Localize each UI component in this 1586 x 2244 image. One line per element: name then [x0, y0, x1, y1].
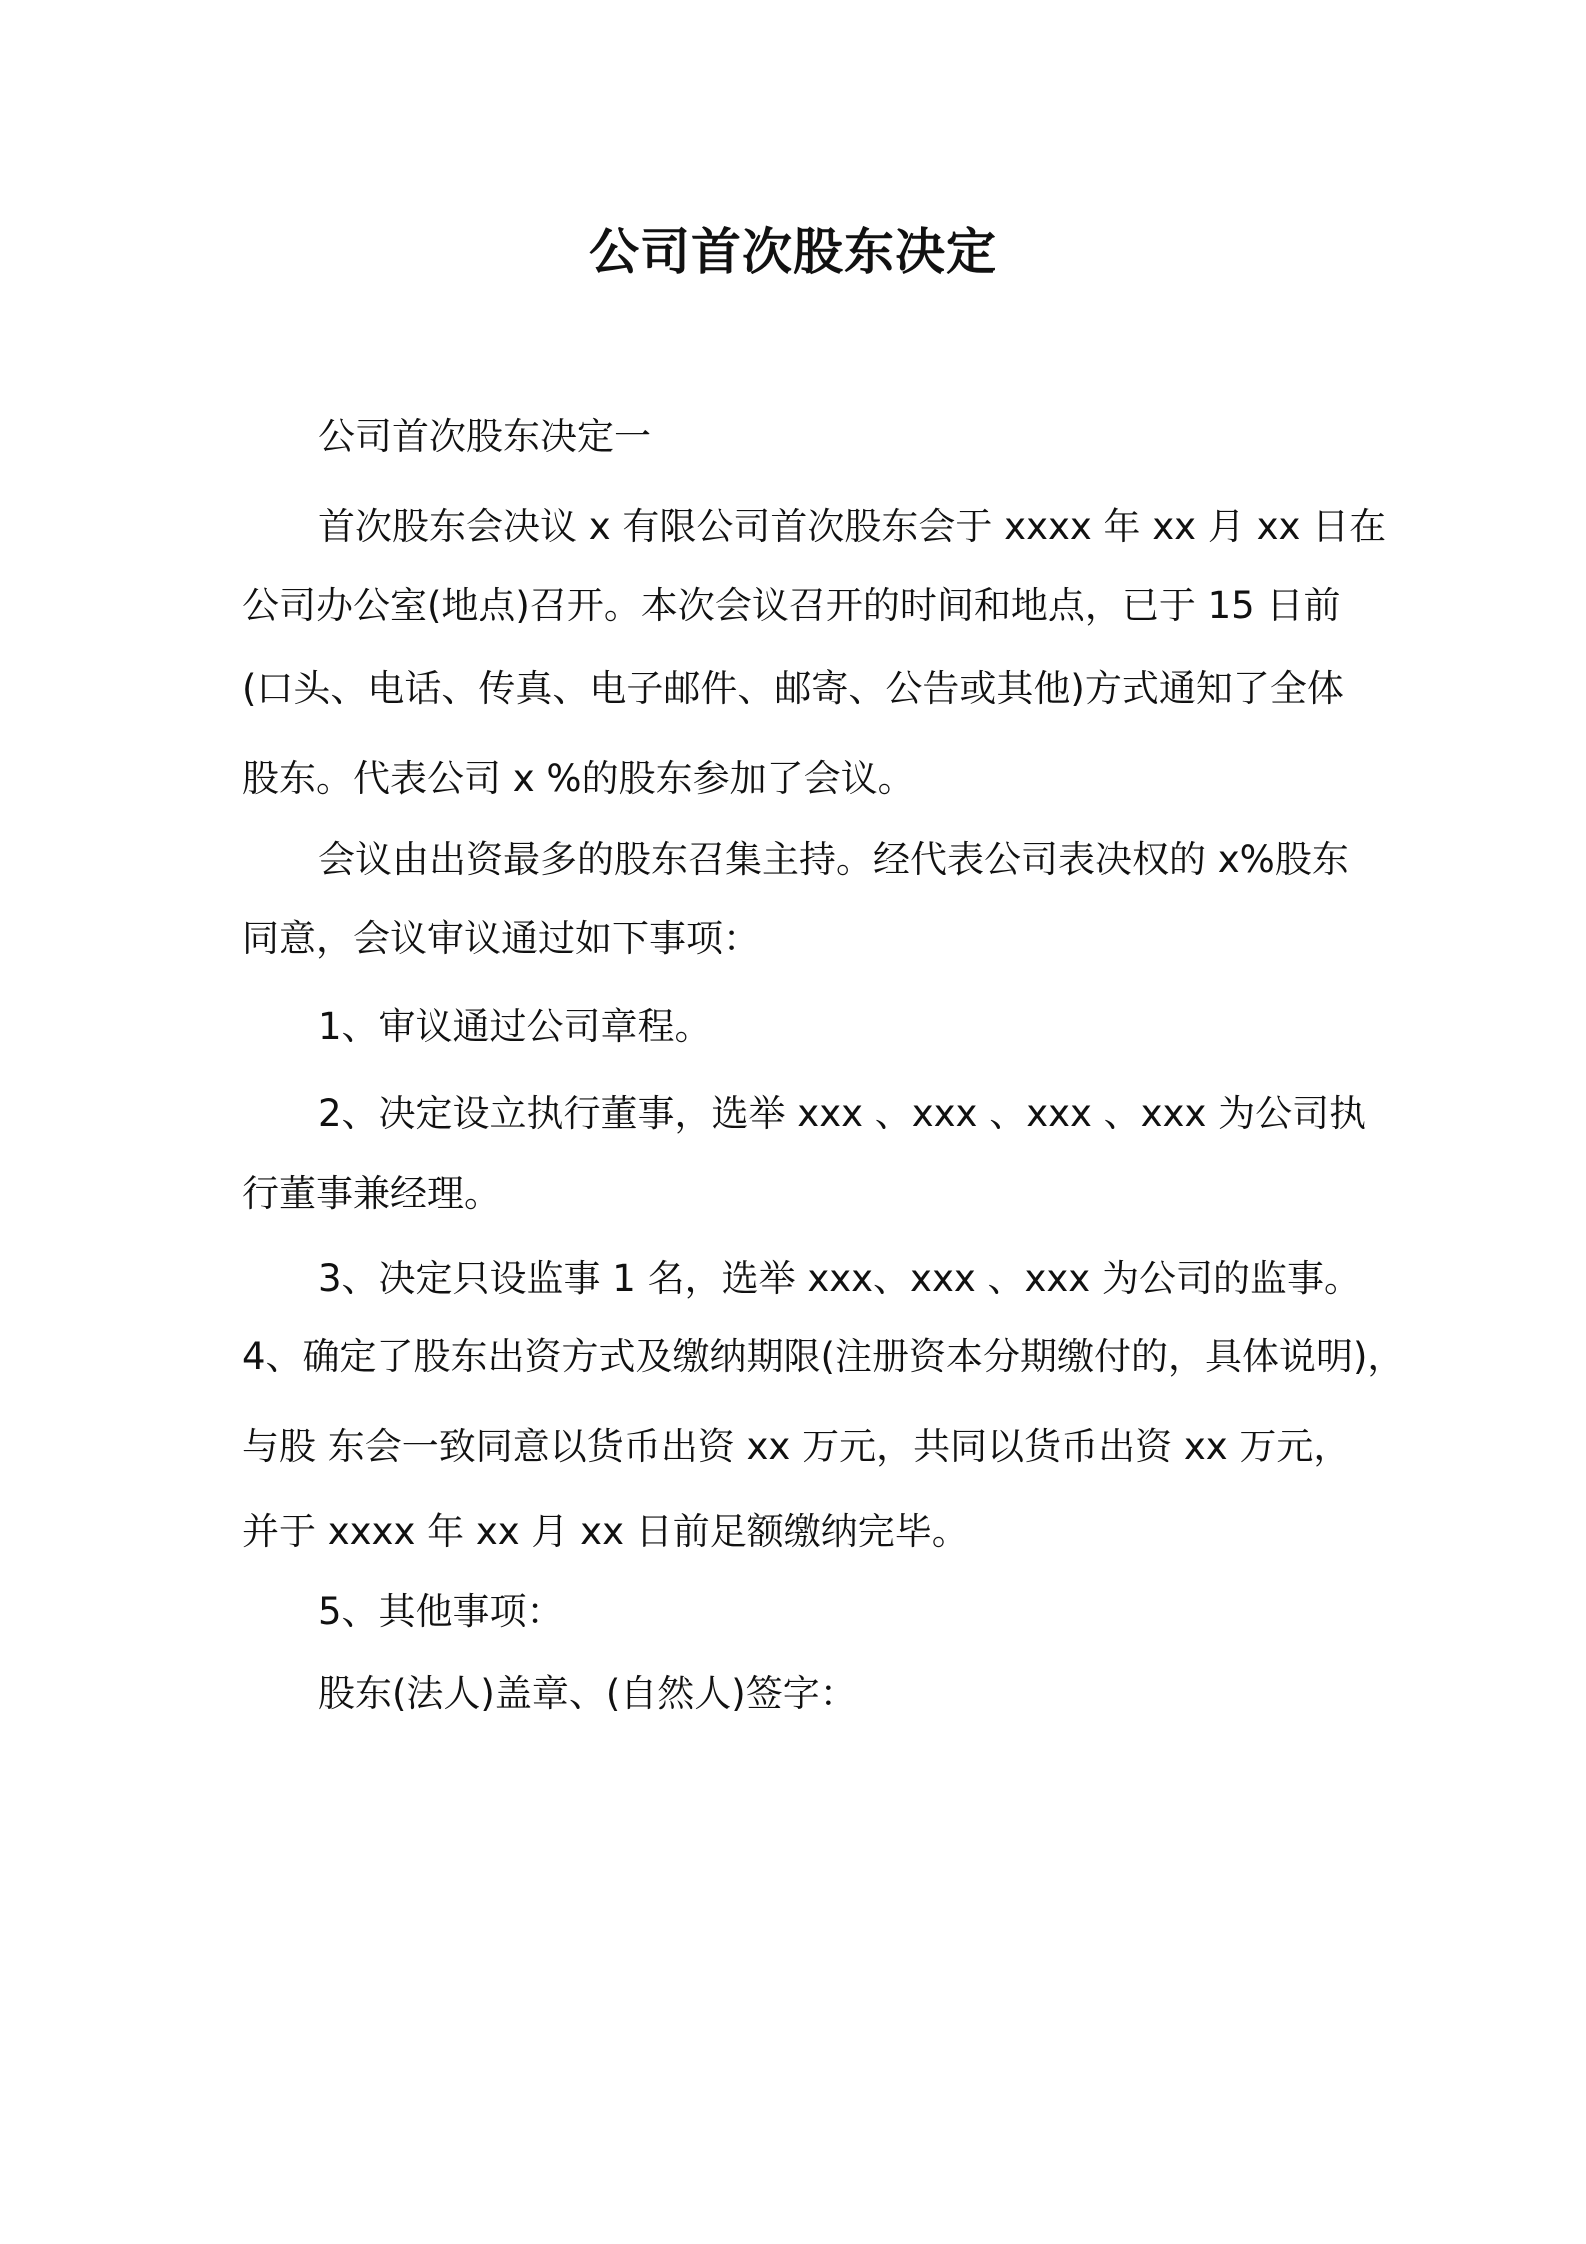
paragraph-line: 首次股东会决议 x 有限公司首次股东会于 xxxx 年 xx 月 xx 日在	[318, 505, 1387, 548]
paragraph-line: 行董事兼经理。	[242, 1172, 501, 1215]
list-item: 5、其他事项：	[318, 1590, 564, 1633]
paragraph-line: (口头、电话、传真、电子邮件、邮寄、公告或其他)方式通知了全体	[242, 667, 1344, 710]
section-heading: 公司首次股东决定一	[318, 415, 651, 458]
list-item: 1、审议通过公司章程。	[318, 1005, 712, 1048]
document-title: 公司首次股东决定	[589, 223, 997, 281]
list-item: 2、决定设立执行董事，选举 xxx 、xxx 、xxx 、xxx 为公司执	[318, 1092, 1367, 1135]
paragraph-line: 并于 xxxx 年 xx 月 xx 日前足额缴纳完毕。	[242, 1510, 969, 1553]
list-item: 4、确定了股东出资方式及缴纳期限(注册资本分期缴付的，具体说明)，	[242, 1335, 1405, 1378]
paragraph-line: 公司办公室(地点)召开。本次会议召开的时间和地点，已于 15 日前	[242, 584, 1341, 627]
paragraph-line: 股东。代表公司 x %的股东参加了会议。	[242, 757, 915, 800]
list-item: 3、决定只设监事 1 名，选举 xxx、xxx 、xxx 为公司的监事。	[318, 1257, 1361, 1300]
signature-line: 股东(法人)盖章、(自然人)签字：	[318, 1672, 857, 1715]
paragraph-line: 与股 东会一致同意以货币出资 xx 万元，共同以货币出资 xx 万元，	[242, 1425, 1351, 1468]
paragraph-line: 同意，会议审议通过如下事项：	[242, 917, 760, 960]
paragraph-line: 会议由出资最多的股东召集主持。经代表公司表决权的 x%股东	[318, 838, 1349, 881]
